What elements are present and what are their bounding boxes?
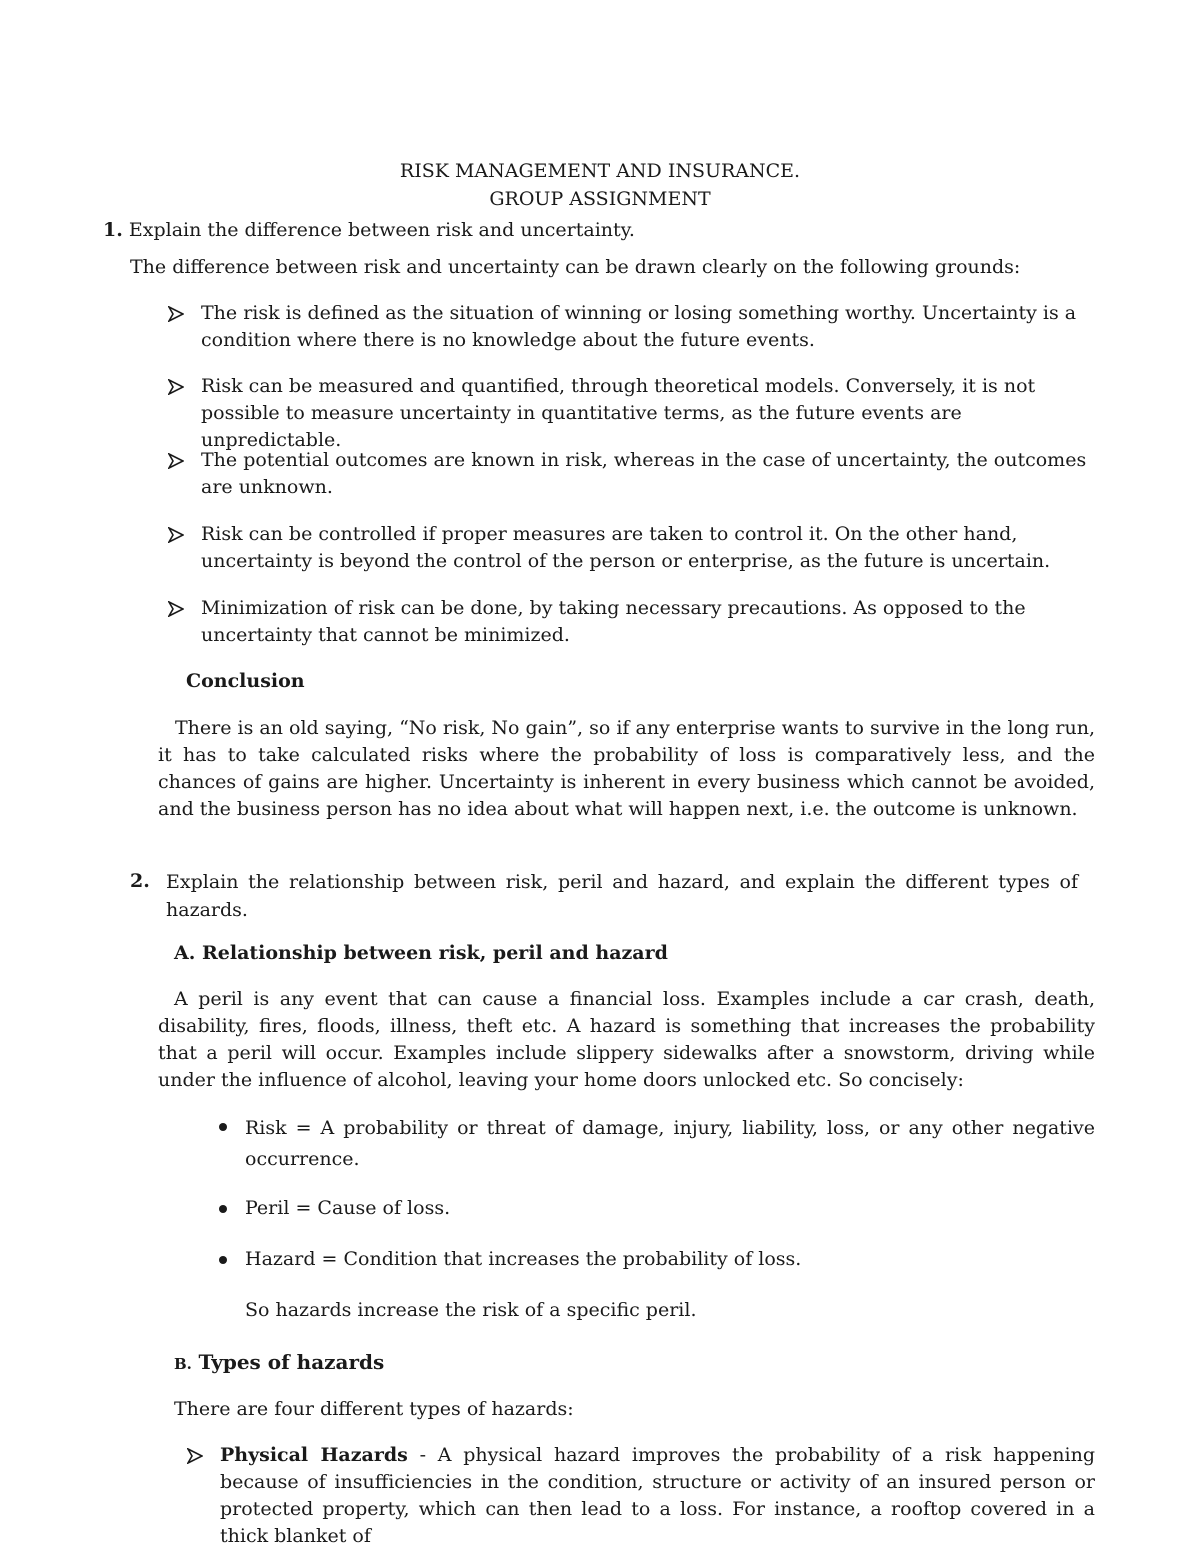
partA-heading — [174, 940, 668, 967]
arrow-bullet-icon — [187, 1448, 203, 1464]
partB-physical — [220, 1442, 1095, 1550]
bullet-dot-icon — [219, 1205, 227, 1213]
bullet-dot-icon — [219, 1256, 227, 1264]
partA-bullet: Peril = Cause of loss. — [245, 1197, 451, 1219]
partB-title: Types of hazards — [198, 1350, 385, 1374]
q1-bullet: The potential outcomes are known in risk, whereas in the case of uncertainty, the outcomes are unknown. — [201, 449, 1087, 498]
q1-intro: The difference between risk and uncertainty can be drawn clearly on the following grounds: — [130, 256, 1021, 278]
arrow-bullet-icon — [168, 306, 184, 322]
physical-hazards-label: Physical Hazards — [220, 1444, 408, 1466]
q1-number: 1. — [103, 219, 123, 241]
partB-intro: There are four different types of hazards: — [174, 1398, 574, 1420]
document-title: RISK MANAGEMENT AND INSURANCE. — [399, 160, 801, 182]
partA-title: Relationship between risk, peril and hazard — [201, 942, 668, 964]
conclusion-text: There is an old saying, “No risk, No gain”, so if any enterprise wants to survive in the long run, it has to take calculated risks where the probability of loss is comparatively less, and the chances of gains are higher. Uncertainty is inherent in every business which cannot be avoided, and the business person has no idea about what will happen next, i.e. the outcome is unknown. — [158, 717, 1095, 820]
conclusion-heading: Conclusion — [186, 670, 305, 692]
partA-summary: So hazards increase the risk of a specific peril. — [245, 1299, 697, 1321]
q1-bullet: Risk can be controlled if proper measures are taken to control it. On the other hand, uncertainty is beyond the control of the person or enterprise, as the future is uncertain. — [201, 523, 1051, 572]
q1-bullet: Risk can be measured and quantified, through theoretical models. Conversely, it is not possible to measure uncertainty in quantitative terms, as the future events are unpredictable. — [201, 375, 1036, 451]
q1-bullet: Minimization of risk can be done, by taking necessary precautions. As opposed to the uncertainty that cannot be minimized. — [201, 597, 1026, 646]
partB-letter: B. — [174, 1355, 192, 1373]
arrow-bullet-icon — [168, 527, 184, 543]
q2-number: 2. — [130, 870, 150, 892]
bullet-dot-icon — [219, 1123, 227, 1131]
partA-bullet: Hazard = Condition that increases the probability of loss. — [245, 1248, 802, 1270]
arrow-bullet-icon — [168, 453, 184, 469]
physical-hazards-text: - A physical hazard improves the probability of a risk happening because of insufficiencies in the condition, structure or activity of an insured person or protected property, which can then lead to a loss. For instance, a rooftop covered in a thick blanket of — [220, 1444, 1096, 1547]
partA-bullet: Risk = A probability or threat of damage, injury, liability, loss, or any other negative occurrence. — [245, 1117, 1095, 1170]
partB-heading — [174, 1349, 384, 1378]
q1-question: Explain the difference between risk and uncertainty. — [128, 219, 635, 241]
q1-heading — [103, 217, 635, 244]
partA-letter: A. — [174, 942, 196, 964]
document-subtitle: GROUP ASSIGNMENT — [489, 188, 711, 210]
partA-text: A peril is any event that can cause a financial loss. Examples include a car crash, death, disability, fires, floods, illness, theft etc. A hazard is something that increases the probability that a peril will occur. Examples include slippery sidewalks after a snowstorm, driving while under the influence of alcohol, leaving your home doors unlocked etc. So concisely: — [158, 988, 1095, 1091]
arrow-bullet-icon — [168, 601, 184, 617]
q2-question: Explain the relationship between risk, peril and hazard, and explain the different types of hazards. — [166, 871, 1078, 921]
q1-bullet: The risk is defined as the situation of winning or losing something worthy. Uncertainty is a condition where there is no knowledge about the future events. — [201, 302, 1077, 351]
arrow-bullet-icon — [168, 379, 184, 395]
